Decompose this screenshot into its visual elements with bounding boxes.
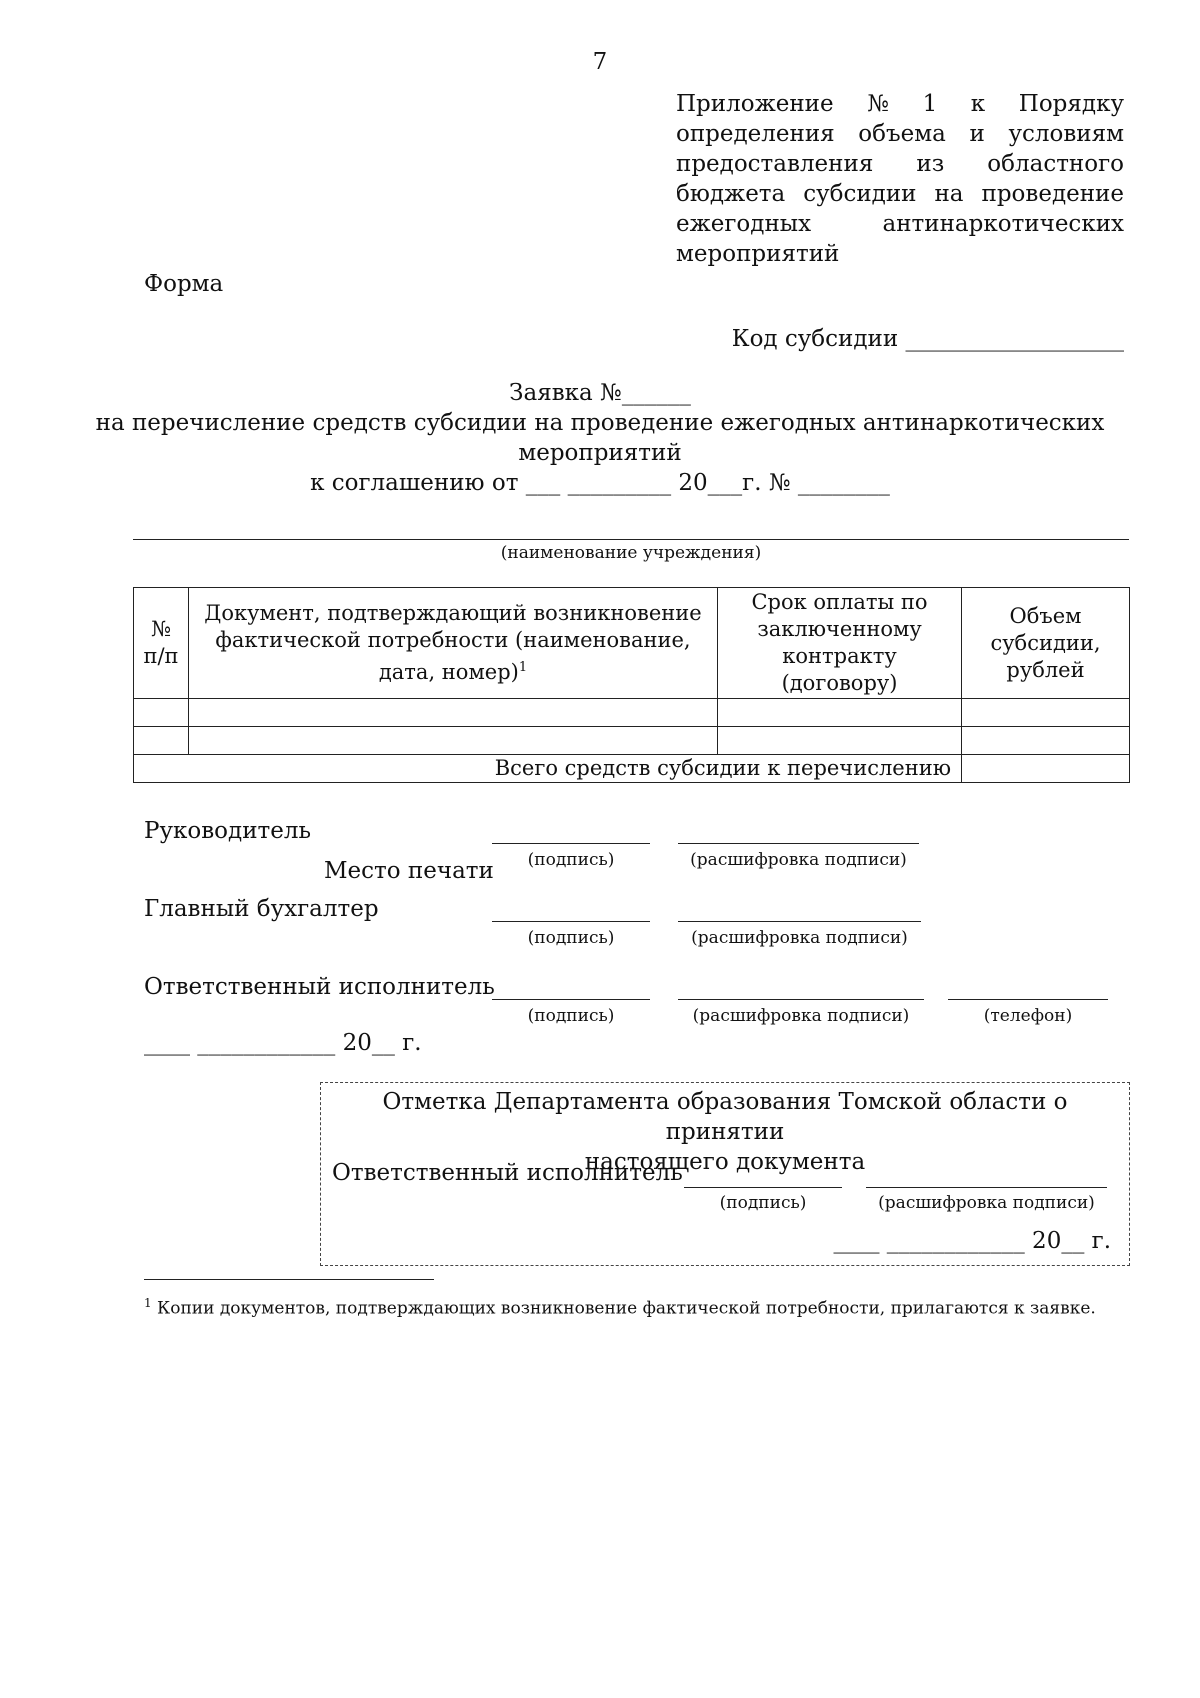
subsidy-code: Код субсидии ___________________ xyxy=(731,326,1124,352)
appendix-line-3: предоставления из областного xyxy=(676,151,1124,177)
table-total-row xyxy=(134,755,1130,783)
header-num: № п/п xyxy=(134,588,189,699)
dept-decode-line[interactable] xyxy=(866,1187,1107,1188)
footnote-ref: 1 xyxy=(518,660,528,675)
form-label: Форма xyxy=(144,271,224,297)
responsible-decode-line[interactable] xyxy=(678,999,924,1000)
page-number: 7 xyxy=(592,49,608,75)
responsible-label: Ответственный исполнитель xyxy=(144,974,495,1000)
appendix-word: 1 xyxy=(922,91,938,117)
accountant-decode-caption: (расшифровка подписи) xyxy=(691,928,908,948)
title-line-1: Заявка №______ xyxy=(509,380,691,406)
table-row xyxy=(134,727,1130,755)
dept-signature-caption: (подпись) xyxy=(719,1193,807,1213)
chief-accountant-label: Главный бухгалтер xyxy=(144,896,379,922)
appendix-word: Приложение xyxy=(676,91,834,117)
header-payment-term: Срок оплаты по заключенному контракту (договору) xyxy=(718,588,962,699)
cell-volume[interactable] xyxy=(962,727,1130,755)
footnote-separator xyxy=(144,1279,434,1280)
dept-title-line-2: настоящего документа xyxy=(584,1149,866,1175)
title-line-2: на перечисление средств субсидии на проведение ежегодных антинаркотических xyxy=(95,410,1105,436)
signature-date: ____ ____________ 20__ г. xyxy=(144,1030,422,1056)
table-row xyxy=(134,699,1130,727)
appendix-line-1 xyxy=(676,89,1124,119)
stamp-place-label: Место печати xyxy=(324,858,494,884)
footnote-text: Копии документов, подтверждающих возникновение фактической потребности, прилагаются к заявке. xyxy=(157,1298,1096,1319)
cell-volume[interactable] xyxy=(962,699,1130,727)
head-decode-line[interactable] xyxy=(678,843,919,844)
table-header-row xyxy=(134,588,1130,699)
accountant-signature-line[interactable] xyxy=(492,921,650,922)
title-line-4: к соглашению от ___ _________ 20___г. № ________ xyxy=(310,470,890,496)
head-signature-caption: (подпись) xyxy=(527,850,615,870)
appendix-line-2: определения объема и условиям xyxy=(676,121,1124,147)
footnote-mark: 1 xyxy=(144,1296,152,1310)
header-document: Документ, подтверждающий возникновение фактической потребности (наименование, дата, номер)$^1$ xyxy=(189,588,718,699)
accountant-decode-line[interactable] xyxy=(678,921,921,922)
appendix-block xyxy=(676,89,1124,269)
cell-document[interactable] xyxy=(189,699,718,727)
appendix-word: Порядку xyxy=(1018,91,1124,117)
head-signature-line[interactable] xyxy=(492,843,650,844)
header-volume: Объем субсидии, рублей xyxy=(962,588,1130,699)
appendix-word: к xyxy=(970,91,986,117)
cell-num[interactable] xyxy=(134,699,189,727)
head-label: Руководитель xyxy=(144,818,311,844)
total-label: Всего средств субсидии к перечислению xyxy=(134,755,962,783)
responsible-phone-caption: (телефон) xyxy=(983,1006,1073,1026)
appendix-line-5: ежегодных антинаркотических xyxy=(676,211,1124,237)
total-value-cell[interactable] xyxy=(962,755,1130,783)
dept-responsible-label: Ответственный исполнитель xyxy=(332,1160,683,1186)
cell-document[interactable] xyxy=(189,727,718,755)
subsidy-table xyxy=(133,587,1130,783)
cell-payment-term[interactable] xyxy=(718,727,962,755)
footnote xyxy=(144,1292,1096,1320)
institution-line[interactable] xyxy=(133,539,1129,540)
accountant-signature-caption: (подпись) xyxy=(527,928,615,948)
appendix-line-4: бюджета субсидии на проведение xyxy=(676,181,1124,207)
dept-decode-caption: (расшифровка подписи) xyxy=(878,1193,1095,1213)
title-line-3: мероприятий xyxy=(518,440,682,466)
responsible-signature-caption: (подпись) xyxy=(527,1006,615,1026)
institution-caption: (наименование учреждения) xyxy=(500,543,762,563)
dept-signature-line[interactable] xyxy=(684,1187,842,1188)
appendix-line-6: мероприятий xyxy=(676,241,840,267)
head-decode-caption: (расшифровка подписи) xyxy=(690,850,907,870)
responsible-phone-line[interactable] xyxy=(948,999,1108,1000)
dept-date: ____ ____________ 20__ г. xyxy=(833,1228,1111,1254)
cell-num[interactable] xyxy=(134,727,189,755)
responsible-decode-caption: (расшифровка подписи) xyxy=(692,1006,910,1026)
dept-title-line-1: Отметка Департамента образования Томской области о принятии xyxy=(382,1089,1068,1145)
responsible-signature-line[interactable] xyxy=(492,999,650,1000)
cell-payment-term[interactable] xyxy=(718,699,962,727)
department-mark-box xyxy=(320,1082,1130,1266)
appendix-word: № xyxy=(867,91,889,117)
application-title xyxy=(0,378,1200,498)
